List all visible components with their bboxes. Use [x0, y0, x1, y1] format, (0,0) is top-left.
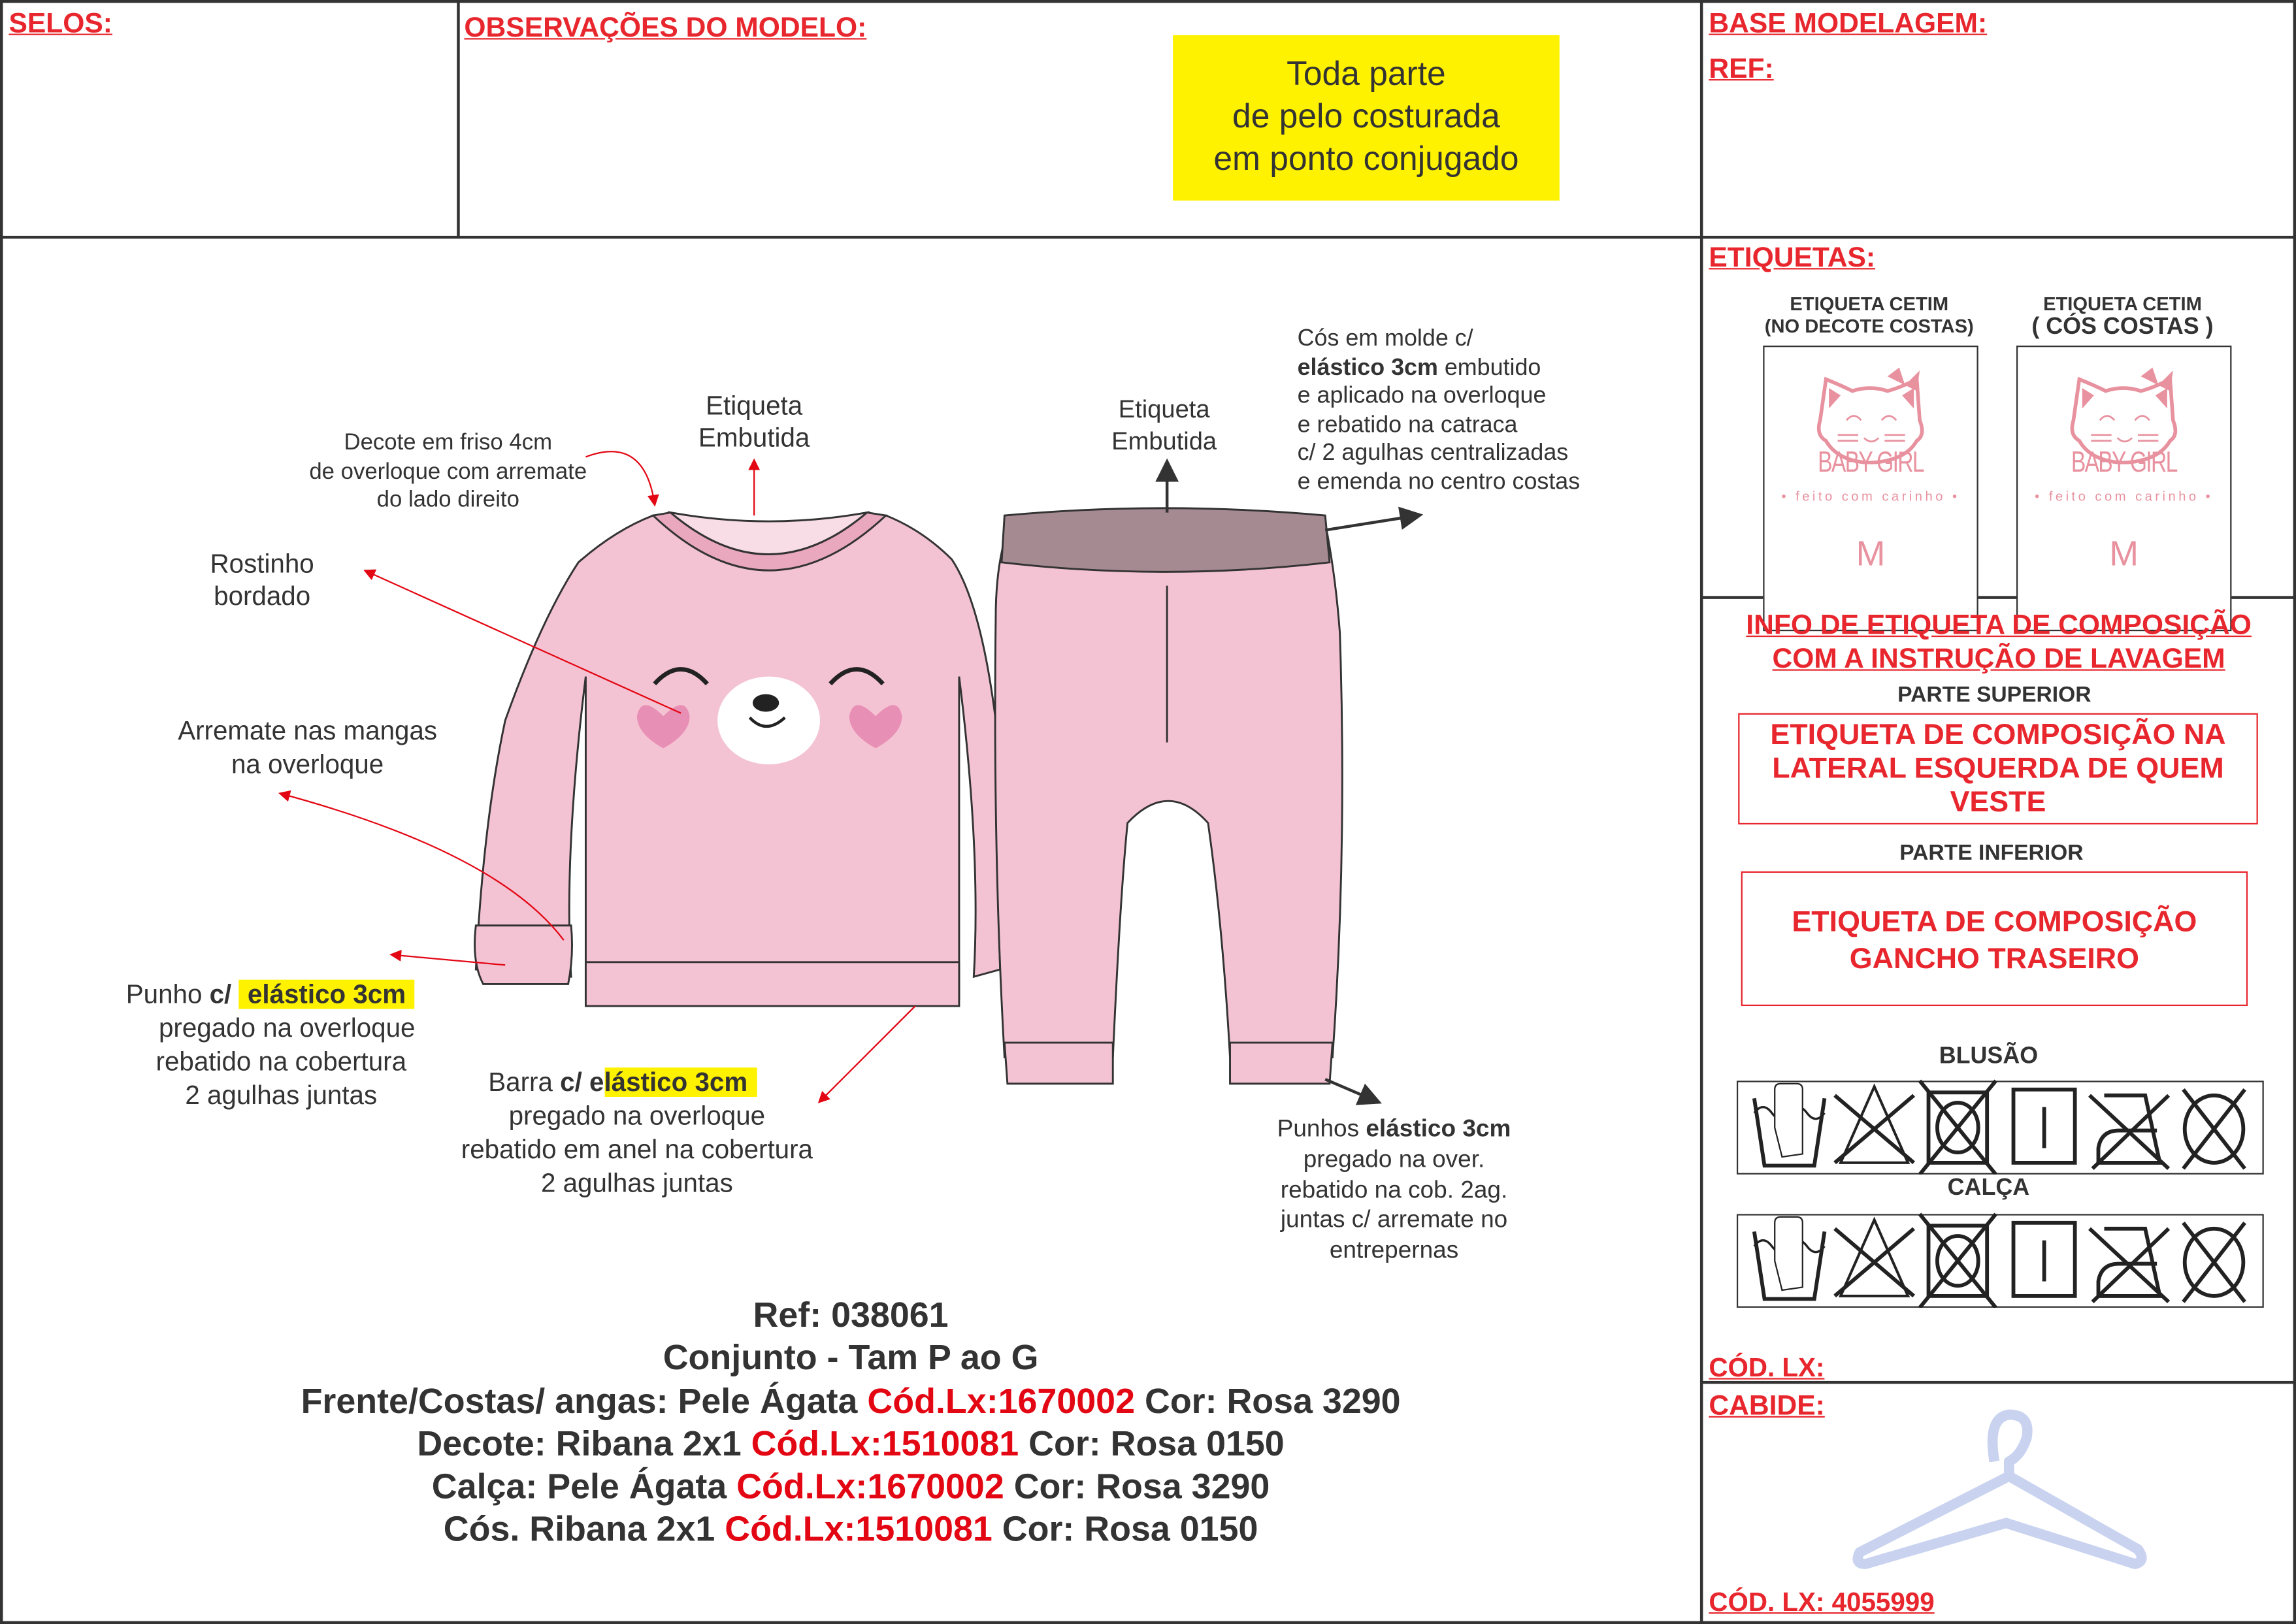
no-dry-clean-icon	[2172, 1078, 2257, 1175]
text: Punhos	[1277, 1116, 1366, 1143]
observacao-note	[1173, 35, 1560, 201]
product-description: Conjunto - Tam P ao G	[663, 1339, 1039, 1379]
callout-line: e aplicado na overloque	[1297, 383, 1547, 409]
brand-text: BABY GIRL	[1818, 446, 1924, 479]
text: Cor: Rosa 0150	[1019, 1424, 1285, 1465]
callout-line: entrepernas	[1329, 1237, 1459, 1265]
callout-line: de overloque com arremate	[309, 459, 587, 484]
composicao-title	[1701, 609, 2296, 677]
calca-label: CALÇA	[1947, 1176, 2030, 1201]
callout-line: Embutida	[698, 423, 810, 453]
callout-line: juntas c/ arremate no	[1280, 1207, 1508, 1234]
callout-etiqueta-calca	[1083, 394, 1245, 459]
callout-line: Embutida	[1111, 427, 1217, 456]
cabide-cod: CÓD. LX: 4055999	[1709, 1587, 1935, 1617]
text: Calça: Pele Ágata	[431, 1467, 737, 1508]
arrow-punhos-calca	[1325, 1079, 1376, 1101]
parte-inferior-box	[1741, 871, 2248, 1006]
callout-line: Etiqueta	[1118, 395, 1210, 423]
note-line: em ponto conjugado	[1213, 138, 1519, 178]
callout-line	[126, 978, 448, 1012]
callout-line: rebatido em anel na cobertura	[461, 1135, 813, 1165]
material-line	[0, 1380, 1701, 1423]
text-line: ETIQUETA DE COMPOSIÇÃO	[1792, 906, 2197, 939]
tagline-text: • feito com carinho •	[2035, 489, 2214, 504]
hand-wash-icon	[1747, 1211, 1832, 1308]
label-title	[1987, 293, 2258, 340]
size-text: M	[2109, 534, 2139, 574]
title-line: ( CÓS COSTAS )	[2031, 314, 2214, 340]
text: Decote: Ribana 2x1	[417, 1424, 751, 1465]
text: Cor: Rosa 3290	[1135, 1382, 1401, 1421]
bold-text: c/ e	[560, 1067, 604, 1097]
material-code: Cód.Lx:1510081	[751, 1424, 1019, 1465]
callout-punhos-calca	[1247, 1114, 1540, 1267]
text-line: VESTE	[1950, 786, 2046, 819]
border-bottom	[0, 1621, 2296, 1624]
callout-line: pregado na overloque	[508, 1101, 766, 1131]
callout-line: rebatido na cobertura	[156, 1047, 407, 1077]
note-line: Toda parte	[1287, 54, 1446, 93]
hand-wash-icon	[1747, 1078, 1832, 1175]
callout-line: rebatido na cob. 2ag.	[1280, 1177, 1508, 1203]
bold-text: c/	[209, 979, 239, 1009]
text: Frente/Costas/ angas: Pele Ágata	[301, 1382, 868, 1421]
cabide-label: CABIDE:	[1709, 1391, 1825, 1422]
blusao-label: BLUSÃO	[1939, 1044, 2039, 1069]
no-bleach-icon	[1832, 1211, 1917, 1308]
material-line	[0, 1466, 1701, 1509]
no-iron-icon	[2087, 1211, 2172, 1308]
etiquetas-label: ETIQUETAS:	[1709, 243, 1876, 274]
hanger-icon	[1848, 1406, 2148, 1574]
base-modelagem-label: BASE MODELAGEM:	[1709, 8, 1988, 40]
selos-label: SELOS:	[8, 8, 112, 40]
callout-arremate	[146, 715, 468, 782]
parte-inferior-label: PARTE INFERIOR	[1899, 840, 2084, 866]
callout-etiqueta-blusa	[674, 389, 835, 454]
no-dry-clean-icon	[2172, 1211, 2257, 1308]
text: Cor: Rosa 0150	[992, 1510, 1258, 1550]
text: Cós. Ribana 2x1	[443, 1510, 725, 1550]
observacoes-label: OBSERVAÇÕES DO MODELO:	[464, 13, 867, 44]
text: Cor: Rosa 3290	[1004, 1467, 1270, 1508]
callout-line: Arremate nas mangas	[178, 716, 438, 746]
callout-line	[425, 1066, 849, 1100]
tagline-text: • feito com carinho •	[1781, 489, 1960, 504]
material-line	[0, 1423, 1701, 1467]
title-line: ETIQUETA CETIM	[1790, 293, 1949, 315]
callout-punho	[126, 978, 448, 1112]
highlighted-text: lástico 3cm	[604, 1067, 756, 1097]
material-code: Cód.Lx:1670002	[736, 1467, 1004, 1508]
callout-cos	[1298, 325, 1581, 496]
label-title	[1733, 293, 2005, 336]
care-symbols-calca	[1737, 1214, 2264, 1307]
callout-line: Decote em friso 4cm	[344, 430, 553, 456]
highlighted-text: elástico 3cm	[238, 980, 414, 1009]
line-dry-icon	[2002, 1078, 2087, 1175]
callout-line	[1247, 1114, 1540, 1145]
title-line: COM A INSTRUÇÃO DE LAVAGEM	[1772, 644, 2225, 675]
divider	[457, 0, 459, 237]
callout-line: Etiqueta	[706, 391, 803, 421]
title-line: (NO DECOTE COSTAS)	[1764, 314, 1974, 337]
line-dry-icon	[2002, 1211, 2087, 1308]
callout-barra	[425, 1066, 849, 1201]
bold-text: elástico 3cm	[1366, 1116, 1511, 1143]
callout-line: bordado	[214, 581, 311, 611]
material-code: Cód.Lx:1670002	[867, 1382, 1136, 1421]
no-tumble-dry-icon	[1917, 1078, 2002, 1175]
pants	[995, 508, 1342, 1084]
border-top	[0, 0, 2296, 3]
no-iron-icon	[2087, 1078, 2172, 1175]
callout-line: pregado na overloque	[158, 1013, 416, 1043]
parte-superior-box	[1738, 713, 2258, 824]
callout-rostinho	[176, 547, 348, 612]
brand-text: BABY GIRL	[2071, 446, 2177, 479]
no-bleach-icon	[1832, 1078, 1917, 1175]
material-code: Cód.Lx:1510081	[725, 1510, 992, 1550]
title-line: ETIQUETA CETIM	[2043, 293, 2202, 315]
callout-line: e rebatido na catraca	[1297, 412, 1518, 438]
ref-label: REF:	[1709, 54, 1774, 86]
callout-line: 2 agulhas juntas	[540, 1168, 733, 1198]
ref-number: Ref: 038061	[753, 1295, 949, 1336]
callout-line: do lado direito	[376, 487, 519, 513]
callout-decote	[286, 429, 611, 515]
text-line: ETIQUETA DE COMPOSIÇÃO NA	[1770, 719, 2226, 751]
material-line	[0, 1509, 1701, 1552]
bold-text: elástico 3cm	[1297, 355, 1438, 380]
title-line: INFO DE ETIQUETA DE COMPOSIÇÃO	[1746, 610, 2252, 641]
satin-label	[1763, 346, 1978, 631]
care-symbols-blusao	[1737, 1080, 2264, 1174]
callout-line: na overloque	[231, 749, 384, 779]
parte-superior-label: PARTE SUPERIOR	[1897, 682, 2091, 707]
arrow-cos	[1325, 515, 1417, 530]
text: Punho	[125, 979, 210, 1009]
text-line: LATERAL ESQUERDA DE QUEM	[1772, 753, 2224, 785]
cod-lx-label: CÓD. LX:	[1709, 1353, 1825, 1383]
callout-line: c/ 2 agulhas centralizadas	[1297, 440, 1569, 466]
text-line: GANCHO TRASEIRO	[1849, 943, 2140, 975]
callout-line: pregado na over.	[1303, 1146, 1485, 1173]
callout-line: 2 agulhas juntas	[185, 1080, 378, 1111]
text: Barra	[488, 1067, 561, 1097]
no-tumble-dry-icon	[1917, 1211, 2002, 1308]
callout-line: e emenda no centro costas	[1297, 469, 1581, 495]
callout-line: Rostinho	[210, 549, 314, 579]
note-line: de pelo costurada	[1232, 96, 1500, 135]
material-spec	[0, 1295, 1701, 1552]
callout-line: Cós em molde c/	[1297, 326, 1473, 352]
text: embutido	[1437, 355, 1541, 380]
satin-label	[2016, 346, 2231, 631]
size-text: M	[1856, 534, 1886, 574]
sweater	[475, 513, 1000, 1006]
callout-line	[1298, 353, 1581, 382]
